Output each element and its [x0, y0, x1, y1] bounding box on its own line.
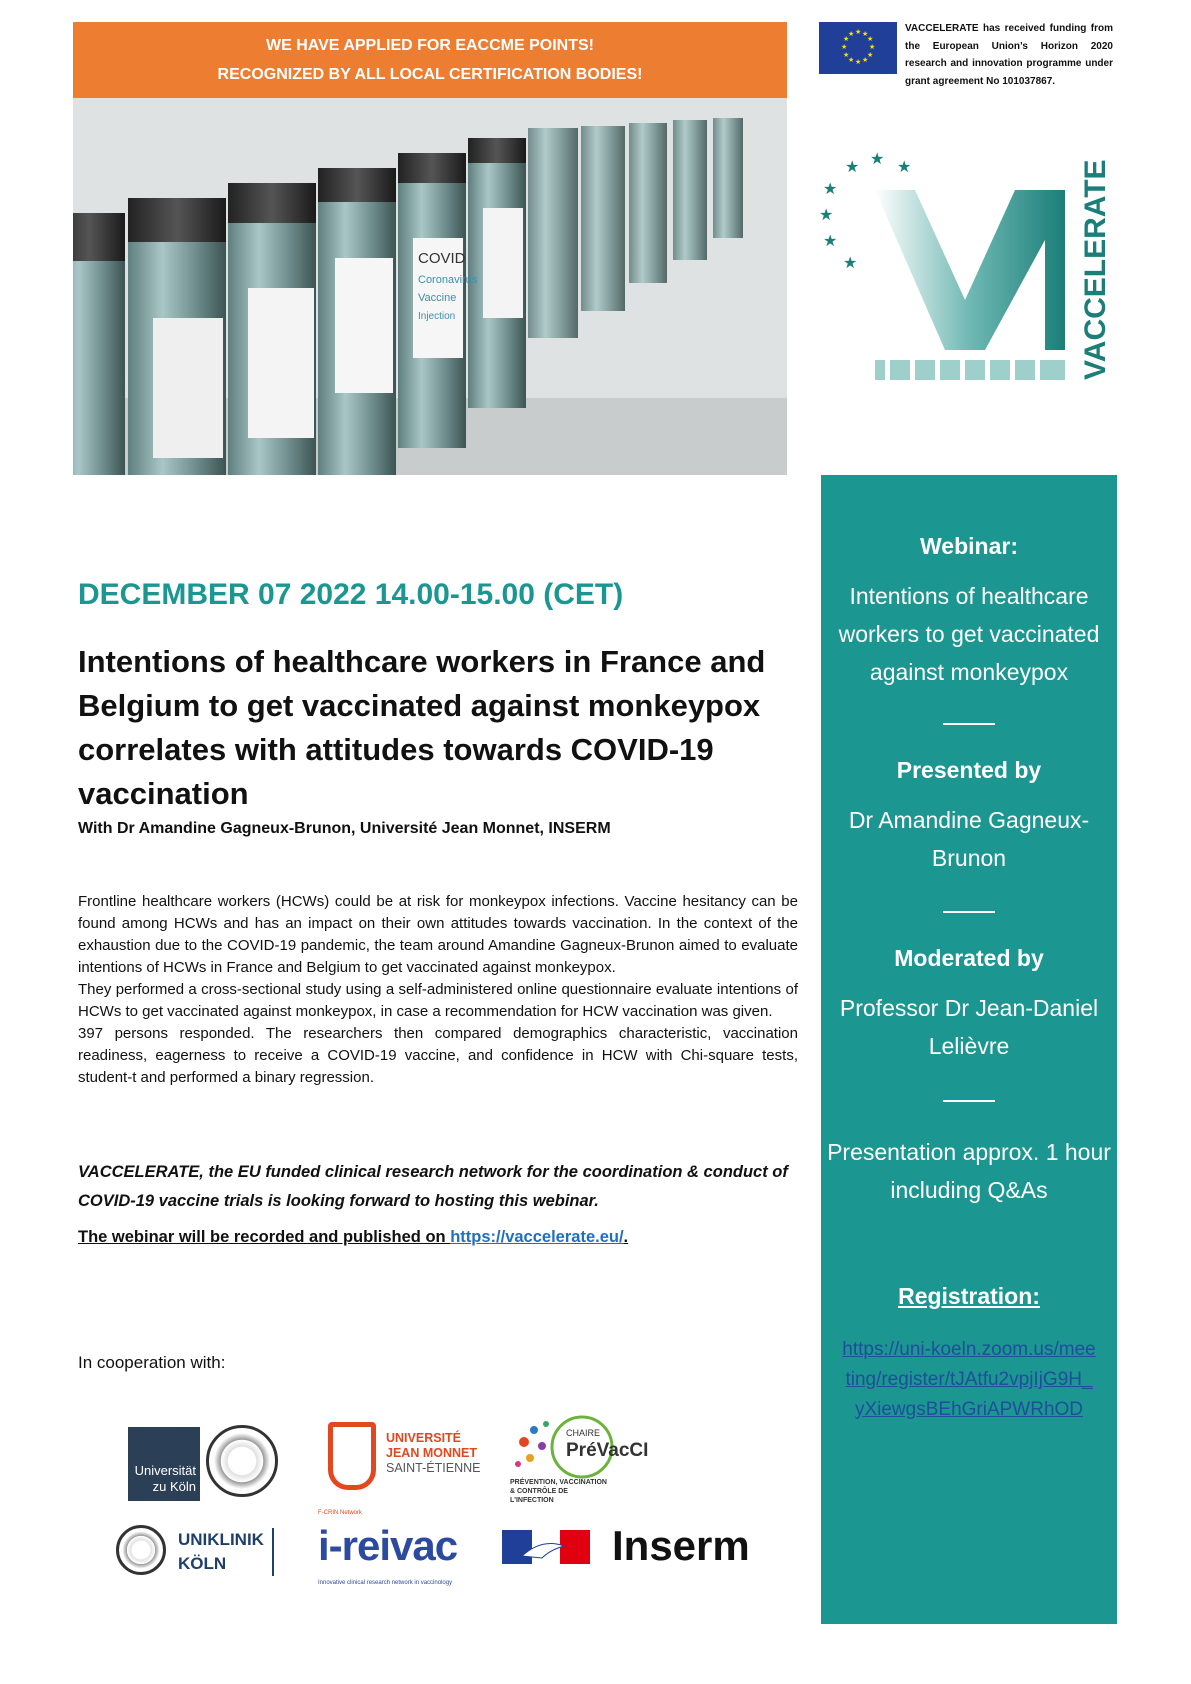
presented-label: Presented by — [896, 757, 1042, 783]
webinar-label: Webinar: — [920, 533, 1018, 559]
svg-text:★: ★ — [823, 231, 838, 250]
uniklinik-line-1: UNIKLINIK — [178, 1530, 264, 1549]
ujm-logo-text — [386, 1431, 480, 1476]
separator — [943, 1100, 995, 1102]
description-paragraph-1: Frontline healthcare workers (HCWs) could be at risk for monkeypox infections. Vaccine hesitancy can be found among HCWs and has an impact on their own attitudes towards vaccination. In the context of the exhaustion due to the COVID-19 pandemic, the team around Amandine Gagneux-Brunon aimed to evaluate intentions of HCWs in France and Belgium to get vaccinated against monkeypox. — [78, 893, 798, 976]
svg-text:★: ★ — [862, 30, 869, 38]
registration-label: Registration: — [898, 1283, 1040, 1309]
french-republic-logo-icon — [502, 1530, 590, 1564]
vials-illustration — [73, 98, 787, 475]
svg-text:★: ★ — [897, 157, 912, 176]
vaccelerate-website-link[interactable]: https://vaccelerate.eu/ — [450, 1228, 624, 1246]
speaker-line: With Dr Amandine Gagneux-Brunon, Université Jean Monnet, INSERM — [78, 820, 611, 837]
ujm-line-1: UNIVERSITÉ — [386, 1431, 462, 1445]
moderator-name: Professor Dr Jean-Daniel Lelièvre — [839, 995, 1099, 1059]
vaccelerate-logo — [815, 150, 1115, 400]
separator — [943, 911, 995, 913]
eu-stars — [819, 22, 897, 74]
svg-text:★: ★ — [870, 150, 885, 168]
recording-suffix: . — [623, 1228, 629, 1246]
ireivac-logo: i-reivac — [318, 1522, 458, 1569]
separator — [943, 723, 995, 725]
event-description — [78, 891, 798, 1089]
description-paragraph-3: 397 persons responded. The researchers then compared demographics characteristic, vaccination readiness, eagerness to receive a COVID-19 vaccine, and confidence in HCW with Chi-square tests, student-t and performed a binary regression. — [78, 1025, 798, 1086]
uni-koeln-logo: Universität zu Köln — [128, 1427, 200, 1501]
moderated-label: Moderated by — [894, 945, 1044, 971]
event-date: DECEMBER 07 2022 14.00-15.00 (CET) — [78, 578, 624, 611]
svg-text:★: ★ — [862, 56, 869, 64]
funding-notice: VACCELERATE has received funding from the European Union’s Horizon 2020 research and innovation programme under grant agreement No 101037867. — [905, 23, 1113, 87]
svg-text:★: ★ — [867, 51, 874, 59]
svg-text:★: ★ — [843, 253, 858, 272]
ireivac-network-label: F-CRIN Network — [318, 1510, 363, 1516]
inserm-logo: Inserm — [612, 1522, 750, 1569]
svg-text:★: ★ — [848, 30, 855, 38]
eaccme-banner — [73, 22, 787, 98]
svg-text:★: ★ — [848, 56, 855, 64]
vaccine-vials-image — [73, 98, 787, 475]
uniklinik-line-2: KÖLN — [178, 1554, 227, 1573]
recording-text: The webinar will be recorded and published on — [78, 1228, 451, 1246]
marianne-graphic — [502, 1530, 590, 1564]
logo-wordmark: VACCELERATE — [1079, 159, 1112, 380]
registration-link[interactable]: https://uni-koeln.zoom.us/meeting/register/tJAtfu2vpjIjG9H_yXiewgsBEhGriAPWRhOD — [842, 1339, 1096, 1420]
vial-label-text: COVID — [418, 250, 466, 267]
presenter-name: Dr Amandine Gagneux-Brunon — [848, 807, 1090, 871]
svg-text:★: ★ — [819, 205, 834, 224]
vial-label-sub: Coronavirus — [418, 274, 478, 286]
uniklinik-seal-icon — [116, 1525, 166, 1575]
ujm-logo-icon — [328, 1422, 376, 1490]
prevacci-chaire: CHAIRE — [566, 1428, 601, 1438]
duration-info: Presentation approx. 1 hour including Q&As — [827, 1139, 1111, 1203]
banner-line-1: WE HAVE APPLIED FOR EACCME POINTS! — [265, 37, 594, 54]
ujm-line-3: SAINT-ÉTIENNE — [386, 1461, 481, 1475]
description-paragraph-2: They performed a cross-sectional study using a self-administered online questionnaire evaluate intentions of HCWs to get vaccinated against monkeypox, in case a recommendation for HCW vaccination was given. — [78, 981, 798, 1020]
svg-text:★: ★ — [869, 43, 876, 51]
uni-koeln-seal-icon — [206, 1425, 278, 1497]
vial-label-sub2: Vaccine — [418, 292, 457, 304]
vaccelerate-statement: VACCELERATE, the EU funded clinical research network for the coordination & conduct of COVID-19 vaccine trials is looking forward to hosting this webinar. — [78, 1163, 788, 1210]
banner-line-2: RECOGNIZED BY ALL LOCAL CERTIFICATION BODIES! — [217, 66, 643, 83]
ireivac-subtitle: Innovative clinical research network in vaccinology — [318, 1580, 453, 1586]
prevacci-name: PréVacCI — [566, 1440, 649, 1461]
webinar-sidebar — [821, 475, 1117, 1624]
cooperation-label: In cooperation with: — [78, 1353, 226, 1372]
svg-text:★: ★ — [843, 51, 850, 59]
vial-label-sub3: Injection — [418, 311, 456, 322]
svg-text:★: ★ — [845, 157, 860, 176]
svg-text:★: ★ — [843, 35, 850, 43]
prevacci-subtitle: PRÉVENTION, VACCINATION & CONTRÔLE DE L'INFECTION — [510, 1479, 607, 1504]
recording-notice — [78, 1228, 628, 1247]
ujm-line-2: JEAN MONNET — [386, 1446, 477, 1460]
uniklinik-logo — [178, 1528, 274, 1576]
event-title: Intentions of healthcare workers in France and Belgium to get vaccinated against monkeypox correlates with attitudes towards COVID-19 vaccination — [78, 644, 766, 811]
svg-text:★: ★ — [855, 58, 862, 66]
svg-text:★: ★ — [855, 28, 862, 36]
svg-text:★: ★ — [867, 35, 874, 43]
svg-text:★: ★ — [841, 43, 848, 51]
svg-text:★: ★ — [823, 179, 838, 198]
webinar-topic: Intentions of healthcare workers to get vaccinated against monkeypox — [838, 583, 1100, 685]
eu-flag-icon — [819, 22, 897, 74]
